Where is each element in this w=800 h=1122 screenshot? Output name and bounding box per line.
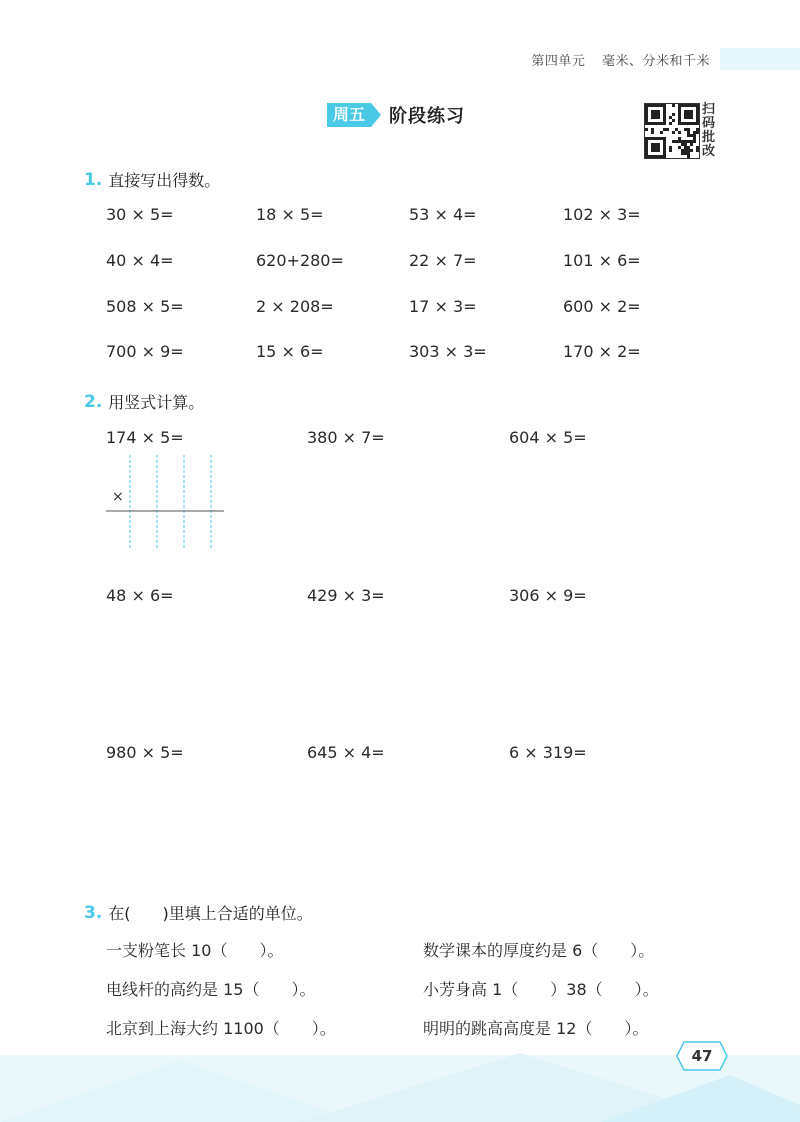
- mental-math-item[interactable]: 101 × 6=: [563, 251, 641, 270]
- vertical-calc-item[interactable]: 980 × 5=: [106, 743, 184, 762]
- vertical-calc-guide: [106, 455, 226, 550]
- fill-in-item[interactable]: 明明的跳高高度是 12（ ）。: [423, 1019, 649, 1038]
- mental-math-item[interactable]: 40 × 4=: [106, 251, 174, 270]
- title-text: 阶段练习: [389, 106, 466, 127]
- question-2-heading: [84, 390, 204, 413]
- mental-math-item[interactable]: 620+280=: [256, 251, 344, 270]
- mental-math-item[interactable]: 17 × 3=: [409, 297, 477, 316]
- vertical-calc-item[interactable]: 429 × 3=: [307, 586, 385, 605]
- scan-char: 批: [702, 130, 716, 145]
- day-tag: 周五: [327, 103, 371, 127]
- vertical-calc-item[interactable]: 6 × 319=: [509, 743, 587, 762]
- mental-math-item[interactable]: 18 × 5=: [256, 205, 324, 224]
- page-header: [519, 50, 710, 69]
- fill-in-item[interactable]: 一支粉笔长 10（ ）。: [106, 941, 284, 960]
- scan-label: [702, 103, 718, 159]
- header-band: [720, 48, 800, 70]
- page-title: [327, 102, 465, 128]
- mental-math-item[interactable]: 15 × 6=: [256, 342, 324, 361]
- multiply-sign: ×: [112, 489, 124, 505]
- question-number: 1.: [84, 169, 103, 190]
- mental-math-item[interactable]: 600 × 2=: [563, 297, 641, 316]
- vertical-calc-item[interactable]: 380 × 7=: [307, 428, 385, 447]
- question-instruction: 在( )里填上合适的单位。: [108, 904, 313, 923]
- fill-in-item[interactable]: 小芳身高 1（ ）38（ ）。: [423, 980, 659, 999]
- mental-math-item[interactable]: 30 × 5=: [106, 205, 174, 224]
- scan-char: 码: [702, 116, 716, 131]
- question-instruction: 用竖式计算。: [108, 393, 205, 412]
- fill-in-item[interactable]: 数学课本的厚度约是 6（ ）。: [423, 941, 655, 960]
- fill-in-item[interactable]: 北京到上海大约 1100（ ）。: [106, 1019, 336, 1038]
- unit-label: 第四单元: [531, 54, 586, 69]
- topic-label: 毫米、分米和千米: [601, 54, 710, 69]
- vertical-calc-item[interactable]: 48 × 6=: [106, 586, 174, 605]
- mental-math-item[interactable]: 2 × 208=: [256, 297, 334, 316]
- vertical-calc-item[interactable]: 604 × 5=: [509, 428, 587, 447]
- question-number: 3.: [84, 902, 103, 923]
- vertical-calc-item[interactable]: 174 × 5=: [106, 428, 184, 447]
- guide-lines: [106, 455, 226, 550]
- question-number: 2.: [84, 391, 103, 412]
- scan-char: 扫: [702, 102, 716, 117]
- question-1-heading: [84, 168, 220, 191]
- vertical-calc-item[interactable]: 306 × 9=: [509, 586, 587, 605]
- question-instruction: 直接写出得数。: [108, 171, 221, 190]
- mental-math-item[interactable]: 102 × 3=: [563, 205, 641, 224]
- page-number: 47: [691, 1047, 713, 1065]
- mental-math-item[interactable]: 508 × 5=: [106, 297, 184, 316]
- mental-math-item[interactable]: 700 × 9=: [106, 342, 184, 361]
- fill-in-item[interactable]: 电线杆的高约是 15（ ）。: [106, 980, 316, 999]
- qr-code-icon[interactable]: [644, 103, 700, 159]
- vertical-calc-item[interactable]: 645 × 4=: [307, 743, 385, 762]
- mental-math-item[interactable]: 53 × 4=: [409, 205, 477, 224]
- scan-char: 改: [702, 144, 716, 159]
- question-3-heading: [84, 901, 313, 924]
- mental-math-item[interactable]: 303 × 3=: [409, 342, 487, 361]
- mental-math-item[interactable]: 22 × 7=: [409, 251, 477, 270]
- mental-math-item[interactable]: 170 × 2=: [563, 342, 641, 361]
